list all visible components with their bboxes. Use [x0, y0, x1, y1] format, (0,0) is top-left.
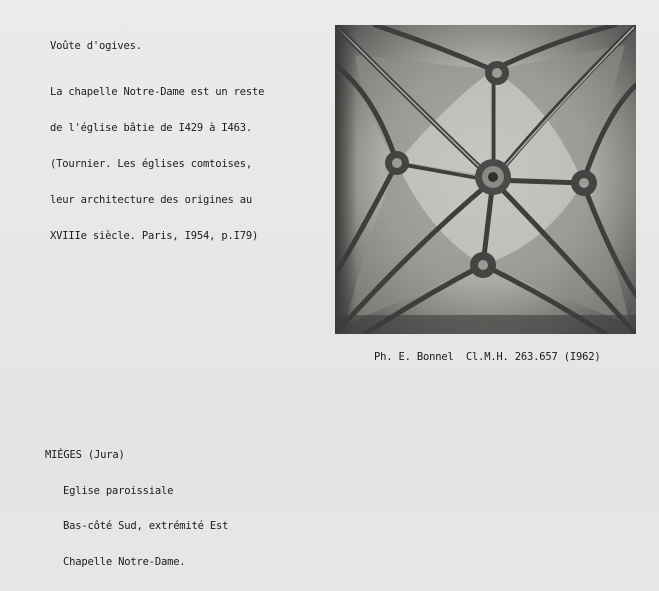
location-line: Chapelle Notre-Dame.	[63, 555, 186, 568]
location-town: MIÉGES (Jura)	[45, 449, 125, 461]
description-line: (Tournier. Les églises comtoises,	[50, 158, 253, 170]
description-line: La chapelle Notre-Dame est un reste	[50, 86, 265, 98]
description-line: XVIIIe siècle. Paris, I954, p.I79)	[50, 230, 259, 242]
location-block	[45, 425, 228, 591]
vault-photograph	[335, 25, 636, 334]
location-line: Eglise paroissiale	[63, 484, 174, 497]
vault-ribs-image	[335, 25, 636, 334]
photo-subject-heading: Voûte d'ogives.	[50, 40, 142, 52]
description-line: leur architecture des origines au	[50, 194, 253, 206]
description-block	[50, 62, 264, 266]
location-line: Bas-côté Sud, extrémité Est	[63, 520, 229, 532]
description-line: de l'église bâtie de I429 à I463.	[50, 122, 253, 134]
central-boss	[475, 159, 511, 195]
photo-credit: Ph. E. Bonnel Cl.M.H. 263.657 (I962)	[374, 351, 601, 363]
